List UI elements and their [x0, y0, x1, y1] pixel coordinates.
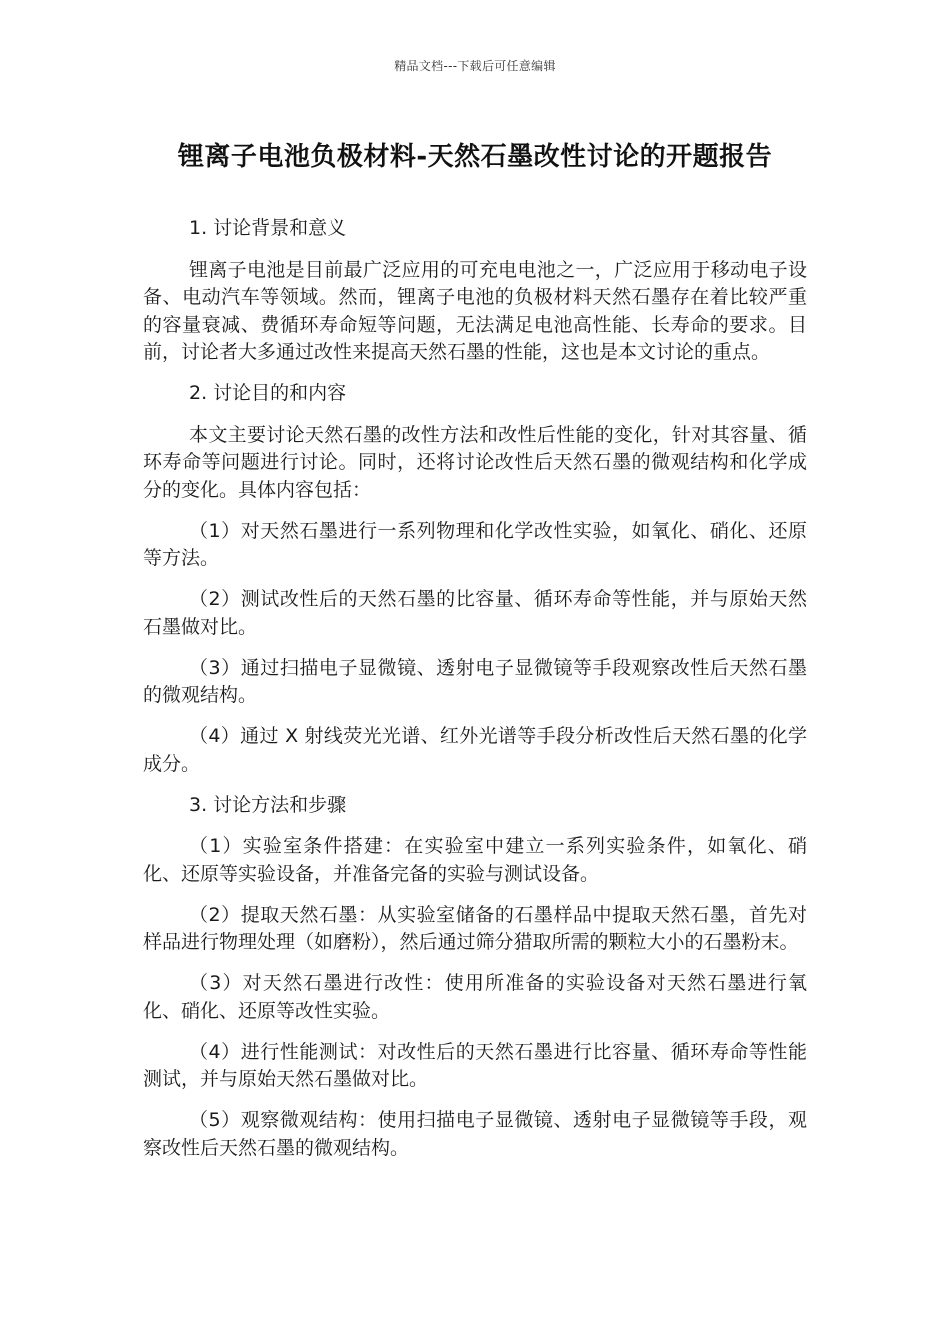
- section-heading: 1. 讨论背景和意义: [189, 217, 347, 239]
- paragraph: 锂离子电池是目前最广泛应用的可充电电池之一，广泛应用于移动电子设备、电动汽车等领域。然而，锂离子电池的负极材料天然石墨存在着比较严重的容量衰减、费循环寿命短等问题，无法满足电池高性能、长寿命的要求。目前，讨论者大多通过改性来提高天然石墨的性能，这也是本文讨论的重点。: [143, 258, 807, 363]
- section-objectives: [143, 380, 807, 778]
- section-heading: 3. 讨论方法和步骤: [189, 793, 347, 816]
- document-title: 锂离子电池负极材料-天然石墨改性讨论的开题报告: [177, 142, 773, 172]
- list-item: （5）观察微观结构：使用扫描电子显微镜、透射电子显微镜等手段，观察改性后天然石墨的微观结构。: [143, 1109, 807, 1159]
- list-item: （4）通过 X 射线荧光光谱、红外光谱等手段分析改性后天然石墨的化学成分。: [143, 725, 807, 775]
- page-header: 精品文档---下载后可任意编辑: [394, 59, 556, 73]
- section-methods: [143, 792, 807, 1163]
- list-item: （1）对天然石墨进行一系列物理和化学改性实验，如氧化、硝化、还原等方法。: [143, 519, 807, 569]
- list-item: （3）对天然石墨进行改性：使用所准备的实验设备对天然石墨进行氧化、硝化、还原等改性实验。: [143, 972, 807, 1022]
- paragraph: 本文主要讨论天然石墨的改性方法和改性后性能的变化，针对其容量、循环寿命等问题进行讨论。同时，还将讨论改性后天然石墨的微观结构和化学成分的变化。具体内容包括：: [143, 423, 807, 501]
- list-item: （2）测试改性后的天然石墨的比容量、循环寿命等性能，并与原始天然石墨做对比。: [143, 588, 807, 638]
- list-item: （2）提取天然石墨：从实验室储备的石墨样品中提取天然石墨，首先对样品进行物理处理（如磨粉），然后通过筛分猎取所需的颗粒大小的石墨粉末。: [143, 903, 807, 953]
- list-item: （3）通过扫描电子显微镜、透射电子显微镜等手段观察改性后天然石墨的微观结构。: [143, 656, 807, 706]
- list-item: （1）实验室条件搭建：在实验室中建立一系列实验条件，如氧化、硝化、还原等实验设备，并准备完备的实验与测试设备。: [143, 835, 807, 885]
- list-item: （4）进行性能测试：对改性后的天然石墨进行比容量、循环寿命等性能测试，并与原始天然石墨做对比。: [143, 1040, 807, 1090]
- section-heading: 2. 讨论目的和内容: [189, 382, 347, 404]
- section-background: [143, 215, 807, 367]
- document-body: [143, 215, 807, 1176]
